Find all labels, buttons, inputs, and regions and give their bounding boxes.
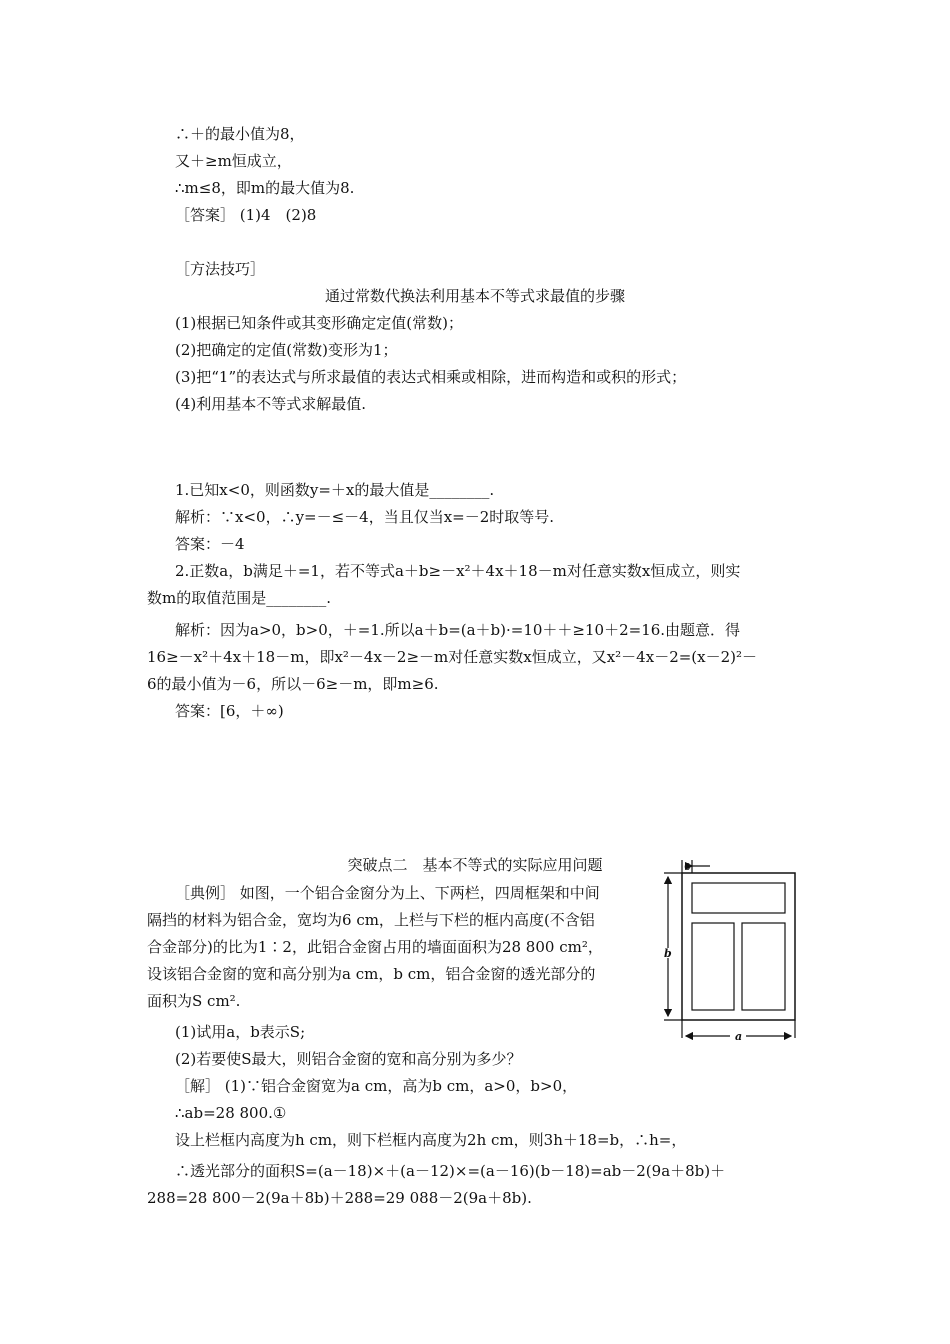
question-line: (1)试用a，b表示S; xyxy=(175,1023,306,1041)
exercise-answer: 答案：－4 xyxy=(175,535,245,553)
solution-line: 288=28 800－2(9a＋8b)＋288=29 088－2(9a＋8b). xyxy=(147,1189,532,1207)
lower-right-pane xyxy=(742,923,785,1010)
question-line: (2)若要使S最大，则铝合金窗的宽和高分别为多少？ xyxy=(175,1050,522,1068)
example-text: ［典例］ 如图，一个铝合金窗分为上、下两栏，四周框架和中间 xyxy=(175,884,600,902)
window-diagram xyxy=(660,858,805,1048)
exercise-question: 数m的取值范围是________. xyxy=(147,589,331,607)
method-title: 通过常数代换法利用基本不等式求最值的步骤 xyxy=(324,287,625,305)
section-title: 突破点二 基本不等式的实际应用问题 xyxy=(347,856,603,874)
width-label: 6 xyxy=(684,862,691,873)
method-step: (3)把“1”的表达式与所求最值的表达式相乘或相除，进而构造和或积的形式； xyxy=(175,368,687,386)
exercise-solution: 6的最小值为－6，所以－6≥－m，即m≥6. xyxy=(147,675,439,693)
example-text: 隔挡的材料为铝合金，宽均为6 cm，上栏与下栏的框内高度(不含铝 xyxy=(147,911,595,929)
outer-frame xyxy=(682,873,795,1020)
solution-line: ［解］ (1)∵铝合金窗宽为a cm，高为b cm，a>0，b>0， xyxy=(175,1077,578,1095)
exercise-answer: 答案：[6，＋∞) xyxy=(175,702,284,720)
exercise-solution: 解析：∵x<0，∴y=－≤－4，当且仅当x=－2时取等号. xyxy=(175,508,555,526)
exercise-solution: 解析：因为a>0，b>0，＋=1.所以a＋b=(a＋b)·=10＋＋≥10＋2=16.由题意．得 xyxy=(175,621,741,639)
solution-line: ∴透光部分的面积S=(a－18)×＋(a－12)×=(a－16)(b－18)=ab－2(9a＋8b)＋ xyxy=(175,1162,726,1180)
text-line: ∴＋的最小值为8， xyxy=(175,125,305,143)
lower-left-pane xyxy=(692,923,734,1010)
exercise-solution: 16≥－x²＋4x＋18－m，即x²－4x－2≥－m对任意实数x恒成立，又x²－4x－2=(x－2)²－ xyxy=(147,648,758,666)
answer-line: ［答案］ (1)4 (2)8 xyxy=(175,206,317,224)
example-text: 设该铝合金窗的宽和高分别为a cm，b cm，铝合金窗的透光部分的 xyxy=(147,965,596,983)
upper-pane xyxy=(692,883,785,913)
text-line: ∴m≤8，即m的最大值为8. xyxy=(175,179,355,197)
method-step: (1)根据已知条件或其变形确定定值(常数)； xyxy=(175,314,463,332)
example-text: 面积为S cm². xyxy=(147,992,241,1010)
width-a-label: a xyxy=(735,1030,743,1043)
method-step: (2)把确定的定值(常数)变形为1； xyxy=(175,341,398,359)
method-step: (4)利用基本不等式求解最值. xyxy=(175,395,367,413)
example-text: 合金部分)的比为1∶2，此铝合金窗占用的墙面面积为28 800 cm²， xyxy=(147,938,603,956)
height-label: b xyxy=(664,947,672,960)
text-line: 又＋≥m恒成立， xyxy=(175,152,292,170)
solution-line: 设上栏框内高度为h cm，则下栏框内高度为2h cm，则3h＋18=b，∴h=， xyxy=(175,1131,687,1149)
solution-line: ∴ab=28 800.① xyxy=(175,1104,287,1122)
method-tag: ［方法技巧］ xyxy=(175,260,266,278)
exercise-question: 1.已知x<0，则函数y=＋x的最大值是________. xyxy=(175,481,495,499)
exercise-question: 2.正数a，b满足＋=1，若不等式a＋b≥－x²＋4x＋18－m对任意实数x恒成立，则实 xyxy=(175,562,741,580)
